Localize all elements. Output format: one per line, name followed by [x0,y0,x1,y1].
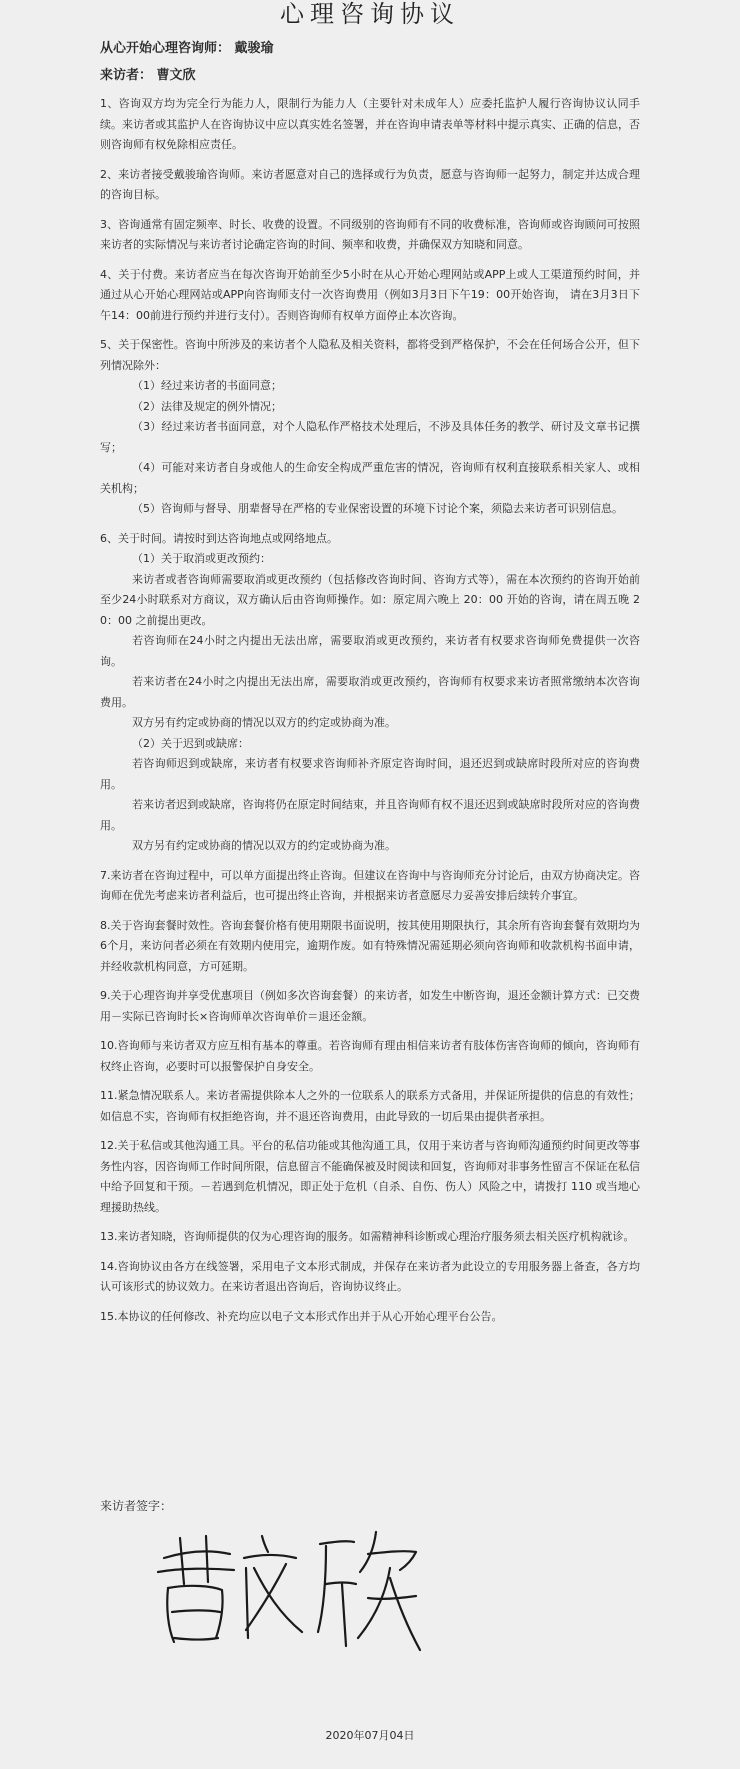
clause-6-subheading: （2）关于迟到或缺席： [132,736,249,750]
clause-6-paragraph: 若咨询师在24小时之内提出无法出席，需要取消或更改预约，来访者有权要求咨询师免费提供一次咨询。 [100,634,640,668]
clause-6: 6、关于时间。请按时到达咨询地点或网络地点。 [100,531,338,545]
clause-10: 10.咨询师与来访者双方应互相有基本的尊重。若咨询师有理由相信来访者有肢体伤害咨询师的倾向，咨询师有权终止咨询，必要时可以报警保护自身安全。 [100,1039,640,1073]
clause-6-subheading: （1）关于取消或更改预约： [132,552,271,565]
clause-12: 12.关于私信或其他沟通工具。平台的私信功能或其他沟通工具，仅用于来访者与咨询师沟通预约时间更改等事务性内容，因咨询师工作时间所限，信息留言不能确保被及时阅读和回复，咨询师对非事务性留言不保证在私信中给予回复和干预。－若遇到危机情况，即正处于危机（自杀、自伤、伤人）风险之中，请拨打 110 或当地心理援助热线。 [100,1139,640,1214]
clause-6-paragraph: 双方另有约定或协商的情况以双方的约定或协商为准。 [132,716,396,729]
clause-5: 5、关于保密性。咨询中所涉及的来访者个人隐私及相关资料，都将受到严格保护，不会在任何场合公开，但下列情况除外： [100,338,640,372]
clause-5-item: （2）法律及规定的例外情况； [132,399,282,413]
handwritten-signature [150,1528,430,1668]
clause-11: 11.紧急情况联系人。来访者需提供除本人之外的一位联系人的联系方式备用，并保证所提供的信息的有效性；如信息不实，咨询师有权拒绝咨询，并不退还咨询费用，由此导致的一切后果由提供者承担。 [100,1089,640,1123]
clause-6-paragraph: 若来访者在24小时之内提出无法出席，需要取消或更改预约，咨询师有权要求来访者照常缴纳本次咨询费用。 [100,675,640,709]
clause-1: 1、咨询双方均为完全行为能力人，限制行为能力人（主要针对未成年人）应委托监护人履行咨询协议认同手续。来访者或其监护人在咨询协议中应以真实姓名签署，并在咨询申请表单等材料中提示真实、正确的信息，否则咨询师有权免除相应责任。 [100,97,640,151]
clause-5-item: （4）可能对来访者自身或他人的生命安全构成严重危害的情况，咨询师有权利直接联系相关家人、或相关机构； [100,461,640,495]
clause-6-paragraph: 来访者或者咨询师需要取消或更改预约（包括修改咨询时间、咨询方式等），需在本次预约的咨询开始前至少24小时联系对方商议，双方确认后由咨询师操作。如：原定周六晚上 20：00 开始的咨询，请在周五晚 20：00 之前提出更改。 [100,572,640,627]
page-title: 心理咨询协议 [280,0,460,28]
clause-3: 3、咨询通常有固定频率、时长、收费的设置。不同级别的咨询师有不同的收费标准，咨询师或咨询顾问可按照来访者的实际情况与来访者讨论确定咨询的时间、频率和收费，并确保双方知晓和同意。 [100,217,640,251]
clause-13: 13.来访者知晓，咨询师提供的仅为心理咨询的服务。如需精神科诊断或心理治疗服务须去相关医疗机构就诊。 [100,1230,635,1243]
clause-5-item: （1）经过来访者的书面同意； [132,379,282,392]
client-line: 来访者： 曹文欣 [100,68,196,83]
clause-8: 8.关于咨询套餐时效性。咨询套餐价格有使用期限书面说明，按其使用期限执行，其余所有咨询套餐有效期均为6个月，来访问者必须在有效期内使用完，逾期作废。如有特殊情况需延期必须向咨询师和收款机构书面申请，并经收款机构同意，方可延期。 [100,918,640,973]
clause-6-paragraph: 双方另有约定或协商的情况以双方的约定或协商为准。 [132,839,396,852]
clause-6-paragraph: 若来访者迟到或缺席，咨询将仍在原定时间结束，并且咨询师有权不退还迟到或缺席时段所对应的咨询费用。 [100,798,640,832]
agreement-date: 2020年07月04日 [325,1729,415,1742]
clause-9: 9.关于心理咨询并享受优惠项目（例如多次咨询套餐）的来访者，如发生中断咨询，退还金额计算方式：已交费用－实际已咨询时长×咨询师单次咨询单价＝退还金额。 [100,989,640,1023]
signature-label: 来访者签字： [100,1499,173,1513]
clause-6-paragraph: 若咨询师迟到或缺席，来访者有权要求咨询师补齐原定咨询时间，退还迟到或缺席时段所对应的咨询费用。 [100,757,640,791]
clause-2: 2、来访者接受戴骏瑜咨询师。来访者愿意对自己的选择或行为负责，愿意与咨询师一起努力，制定并达成合理的咨询目标。 [100,167,640,201]
clause-5-item: （3）经过来访者书面同意，对个人隐私作严格技术处理后，不涉及具体任务的教学、研讨及文章书记撰写； [100,420,640,454]
counselor-line: 从心开始心理咨询师： 戴骏瑜 [100,41,274,56]
clause-4: 4、关于付费。来访者应当在每次咨询开始前至少5小时在从心开始心理网站或APP上或人工渠道预约时间，并通过从心开始心理网站或APP向咨询师支付一次咨询费用（例如3月3日下午19：00开始咨询， 请在3月3日下午14：00前进行预约并进行支付）。否则咨询师有权单方面停止本次咨询。 [100,267,640,322]
clause-5-item: （5）咨询师与督导、朋辈督导在严格的专业保密设置的环境下讨论个案，须隐去来访者可识别信息。 [132,502,623,515]
clause-7: 7.来访者在咨询过程中，可以单方面提出终止咨询。但建议在咨询中与咨询师充分讨论后，由双方协商决定。咨询师在优先考虑来访者利益后，也可提出终止咨询，并根据来访者意愿尽力妥善安排后续转介事宜。 [100,868,640,902]
agreement-body [100,40,640,1336]
clause-15: 15.本协议的任何修改、补充均应以电子文本形式作出并于从心开始心理平台公告。 [100,1309,503,1323]
clause-14: 14.咨询协议由各方在线签署，采用电子文本形式制成，并保存在来访者为此设立的专用服务器上备查，各方均认可该形式的协议效力。在来访者退出咨询后，咨询协议终止。 [100,1259,640,1293]
